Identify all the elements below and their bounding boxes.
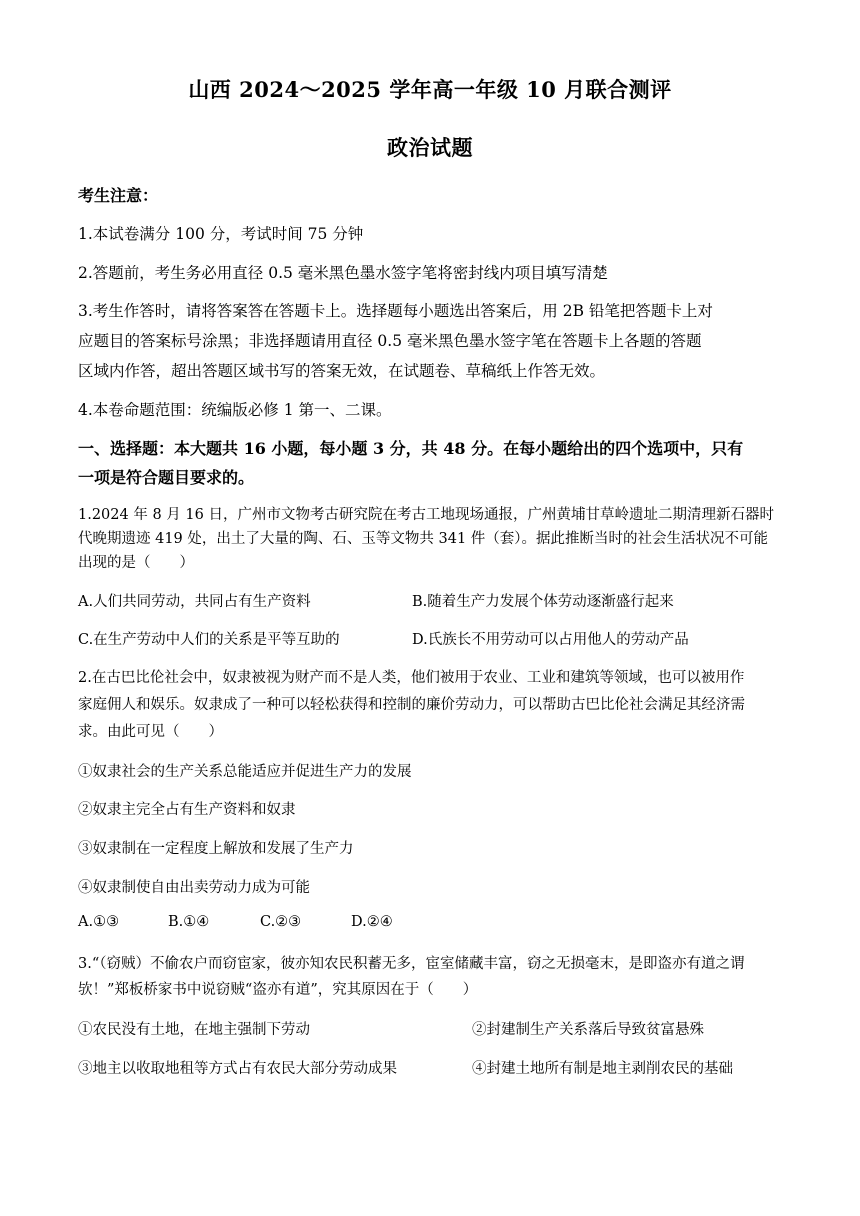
question-2-option-c: C.②③ — [260, 914, 302, 930]
question-1-option-c: C.在生产劳动中人们的关系是平等互助的 — [78, 632, 340, 648]
notice-heading: 考生注意： — [78, 186, 159, 205]
exam-subject: 政治试题 — [387, 135, 473, 160]
question-3-statement-2: ②封建制生产关系落后导致贫富悬殊 — [472, 1022, 704, 1038]
question-1-text: 代晚期遗迹 419 处，出土了大量的陶、石、玉等文物共 341 件（套）。据此推断当时的社会生活状况不可能 — [78, 531, 769, 547]
question-2-text: 家庭佣人和娱乐。奴隶成了一种可以轻松获得和控制的廉价劳动力，可以帮助古巴比伦社会满足其经济需 — [78, 697, 745, 713]
notice-item: 应题目的答案标号涂黑；非选择题请用直径 0.5 毫米黑色墨水签字笔在答题卡上各题的答题 — [78, 332, 702, 350]
question-3-text: 3.“（窃贼）不偷农户而窃宦家，彼亦知农民积蓄无多，宦室储藏丰富，窃之无损毫末，是即盗亦有道之谓 — [78, 956, 745, 972]
question-1-text: 出现的是（ ） — [78, 555, 194, 571]
question-2-text: 求。由此可见（ ） — [78, 724, 223, 740]
question-3-statement-3: ③地主以收取地租等方式占有农民大部分劳动成果 — [78, 1061, 397, 1077]
question-3-statement-1: ①农民没有土地，在地主强制下劳动 — [78, 1022, 310, 1038]
question-3-text: 欤！”郑板桥家书中说窃贼“盗亦有道”，究其原因在于（ ） — [78, 982, 478, 998]
question-3-statement-4: ④封建土地所有制是地主剥削农民的基础 — [472, 1061, 733, 1077]
question-1-option-b: B.随着生产力发展个体劳动逐渐盛行起来 — [412, 594, 674, 610]
question-2-text: 2.在古巴比伦社会中，奴隶被视为财产而不是人类，他们被用于农业、工业和建筑等领域，也可以被用作 — [78, 670, 745, 686]
section-heading: 一项是符合题目要求的。 — [78, 468, 255, 487]
question-1-option-d: D.氏族长不用劳动可以占用他人的劳动产品 — [412, 632, 689, 648]
section-heading: 一、选择题：本大题共 16 小题，每小题 3 分，共 48 分。在每小题给出的四个选项中，只有 — [78, 439, 744, 458]
question-2-statement: ④奴隶制使自由出卖劳动力成为可能 — [78, 880, 310, 896]
question-1-option-a: A.人们共同劳动，共同占有生产资料 — [78, 594, 311, 610]
question-2-option-b: B.①④ — [168, 914, 210, 930]
question-2-option-d: D.②④ — [351, 914, 393, 930]
question-1-text: 1.2024 年 8 月 16 日，广州市文物考古研究院在考古工地现场通报，广州黄埔甘草岭遗址二期清理新石器时 — [78, 507, 774, 523]
notice-item: 3.考生作答时，请将答案答在答题卡上。选择题每小题选出答案后，用 2B 铅笔把答题卡上对 — [78, 302, 713, 320]
notice-item: 区域内作答，超出答题区域书写的答案无效，在试题卷、草稿纸上作答无效。 — [78, 362, 606, 380]
question-2-statement: ③奴隶制在一定程度上解放和发展了生产力 — [78, 841, 354, 857]
question-2-statement: ①奴隶社会的生产关系总能适应并促进生产力的发展 — [78, 764, 412, 780]
notice-item: 2.答题前，考生务必用直径 0.5 毫米黑色墨水签字笔将密封线内项目填写清楚 — [78, 264, 608, 282]
notice-item: 4.本卷命题范围：统编版必修 1 第一、二课。 — [78, 401, 392, 419]
exam-title: 山西 2024～2025 学年高一年级 10 月联合测评 — [188, 77, 672, 102]
question-2-statement: ②奴隶主完全占有生产资料和奴隶 — [78, 802, 296, 818]
notice-item: 1.本试卷满分 100 分，考试时间 75 分钟 — [78, 225, 364, 243]
question-2-option-a: A.①③ — [78, 914, 120, 930]
